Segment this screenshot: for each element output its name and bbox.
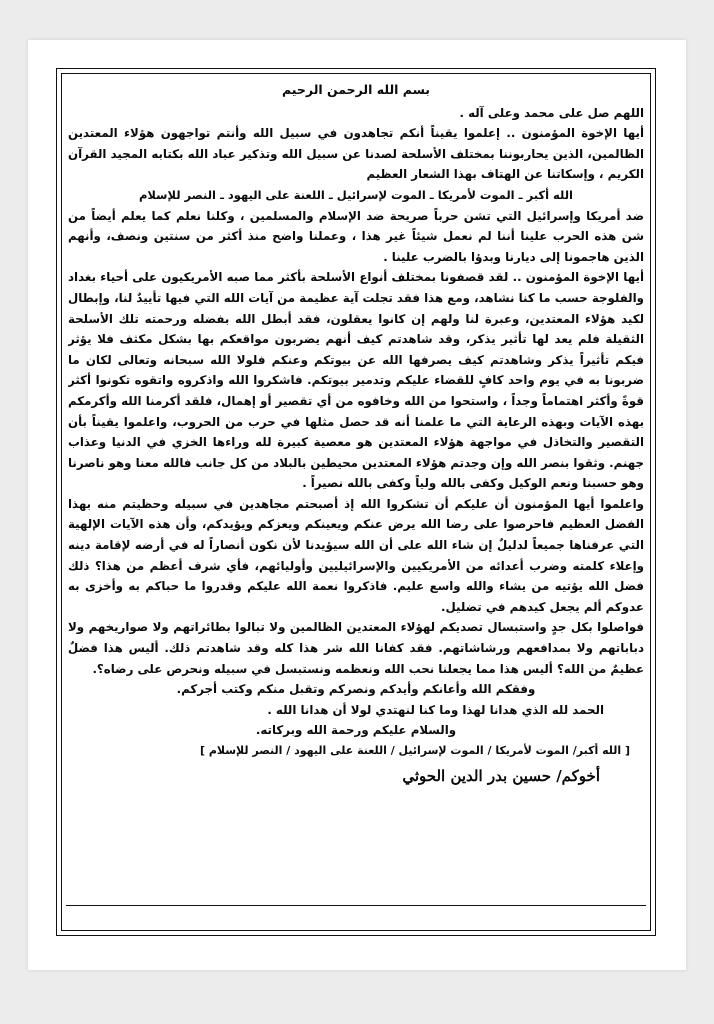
salam-line: والسلام عليكم ورحمة الله وبركاته.	[255, 723, 457, 738]
paragraph-4: واعلموا أيها المؤمنون أن عليكم أن تشكروا الله إذ أصبحتم مجاهدين في سبيله وحظيتم منه بهذا الفضل العظيم فاحرصوا على رضا الله يرض عنكم ويعينكم ويعزكم ويؤيدكم، وأن هذه الآيات الإلهية التي عرفناها جميعاً لدليلٌ إن شاء الله على أن الله سيؤيدنا لأن نكون أنصاراً له في أرضه لإقامة دينه وإعلاء كلمته وضرب أعدائه من الأمريكيين والإسرائيليين وأوليائهم، فأي شرف أعظم من هذا؟ ذلك فضل الله يؤتيه من يشاء والله واسع عليم. فاذكروا نعمة الله عليكم وقدروا ما حباكم به وأخزى به عدوكم ألم يجعل كيدهم في تضليل.	[68, 496, 644, 614]
bottom-divider	[66, 905, 646, 906]
paragraph-1: أيها الإخوة المؤمنون .. إعلموا يقيناً أنكم تجاهدون في سبيل الله وأنتم تواجهون هؤلاء المعتدين الظالمين، الذين يحاربوننا بمختلف الأسلحة لصدنا عن سبيل الله وتذكير عباد الله بكتابه المجيد القرآن الكريم ، وإسكاتنا عن الهتاف بهذا الشعار العظيم	[68, 126, 644, 182]
paragraph-2: ضد أمريكا وإسرائيل التي تشن حرباً صريحة ضد الإسلام والمسلمين ، وكلنا نعلم كما يعلم أيضاً من شن هذه الحرب علينا أننا لم نعمل شيئاً غير هذا ، وعملنا واضح منذ أكثر من سنتين ونصف، وأنهم الذين هاجمونا إلى ديارنا وبدؤا بالضرب علينا .	[68, 208, 644, 264]
signature: أخوكم/ حسين بدر الدين الحوثي	[402, 766, 600, 785]
basmala: بسم الله الرحمن الرحيم	[282, 82, 430, 97]
paragraph-3: أيها الإخوة المؤمنون .. لقد قصفونا بمختلف أنواع الأسلحة بأكثر مما صبه الأمريكيون على أحياء بغداد والفلوجة حسب ما كنا نشاهد، ومع هذا فقد تجلت آية عظيمة من آيات الله التي فيها تأييدٌ لنا، وإبطال لكيد هؤلاء المعتدين، وعبرة لنا ولهم إن كانوا يعقلون، فقد أبطل الله بفضله ورحمته تلك الأسلحة الثقيلة فلم يعد لها تأثير يذكر، وقد شاهدتم كيف أنهم يضربون مواقعكم بها بشكل مكثف فلا يؤثر فيكم تأثيراً يذكر وشاهدتم كيف يصرفها الله عن بيوتكم وعنكم فلولا الله سبحانه وتعالى لكان ما ضربونا به في يوم واحد كافٍ للقضاء عليكم وتدمير بيوتكم. فاشكروا الله واذكروه واتقوه تكونوا أكثر قوةً وأكثر اهتماماً وجداً ، واستحوا من الله وخافوه من أي تقصير أو إهمال، فلقد أكرمنا الله وأكرمكم بهذه الآيات وبهذه الرعاية التي ما علمنا أنه قد حصل مثلها في حرب من الحروب، واعلموا يقيناً بأن التقصير والتخاذل في مواجهة هؤلاء المعتدين هو معصية كبيرة لله وراءها الخزي في الدنيا وعذاب جهنم. وثقوا بنصر الله وإن وجدتم هؤلاء المعتدين محيطين بالبلاد من كل جانب فالله معنا وهو ناصرنا وهو حسبنا ونعم الوكيل وكفى بالله ولياً وكفى بالله نصيراً .	[68, 270, 644, 491]
salawat: اللهم صل على محمد وعلى آله .	[459, 105, 644, 120]
letter-body	[68, 80, 644, 890]
letter-page	[28, 40, 686, 970]
hamd-line: الحمد لله الذي هدانا لهذا وما كنا لنهتدي لولا أن هدانا الله .	[267, 702, 604, 717]
slogan-line: الله أكبر ـ الموت لأمريكا ـ الموت لإسرائيل ـ اللعنة على اليهود ـ النصر للإسلام	[139, 187, 573, 202]
dua-line: وفقكم الله وأعانكم وأيدكم ونصركم وتقبل منكم وكتب أجركم.	[176, 682, 536, 697]
page-border-inner	[61, 73, 651, 931]
page-border-outer	[56, 68, 656, 936]
closing-slogan: [ الله أكبر/ الموت لأمريكا / الموت لإسرائيل / اللعنة على اليهود / النصر للإسلام ]	[199, 744, 630, 757]
paragraph-5: فواصلوا بكل جدٍ واستبسال تصديكم لهؤلاء المعتدين الظالمين ولا تبالوا بطائراتهم ولا صواريخهم ولا دباباتهم ولا بمدافعهم ورشاشاتهم. فقد كفانا الله شر هذا كله وقد شاهدتم ذلك. أليس هذا فضلٌ عظيمٌ من الله؟ أليس هذا مما يجعلنا نحب الله ونعظمه ونستبسل في سبيله ونحرص على رضاه؟.	[68, 620, 644, 676]
